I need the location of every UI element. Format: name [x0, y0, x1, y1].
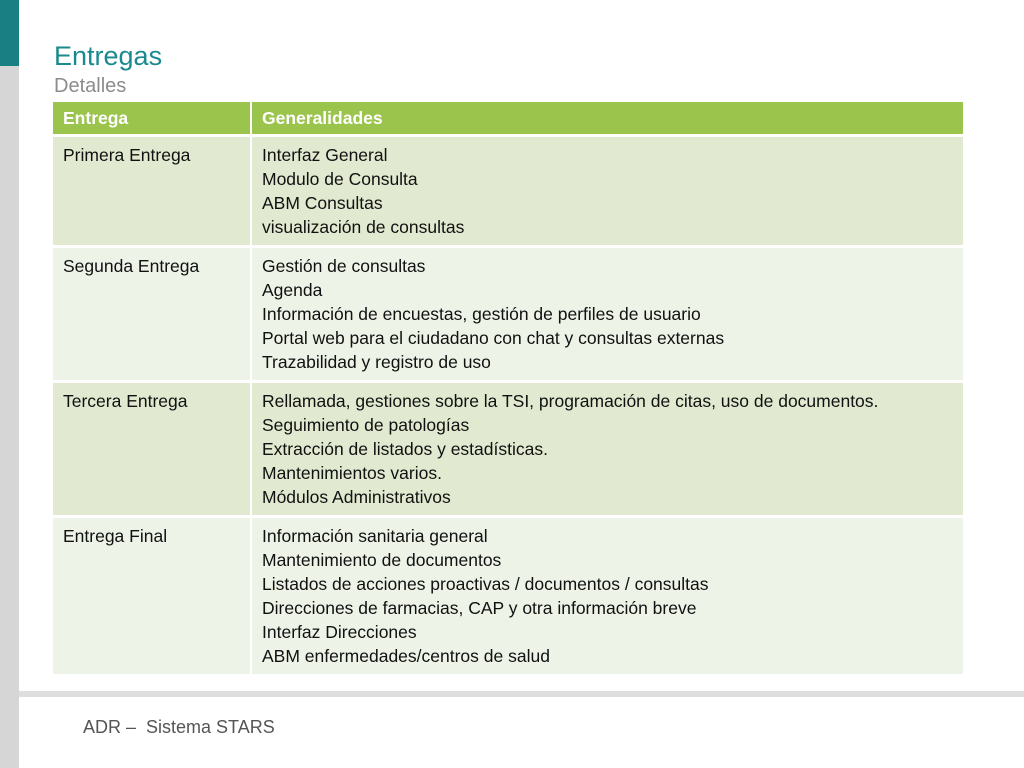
table-row [53, 382, 963, 517]
list-item: Listados de acciones proactivas / documentos / consultas [262, 574, 709, 594]
footer-divider [19, 691, 1024, 697]
list-item: Agenda [262, 280, 323, 300]
left-accent-block [0, 0, 19, 66]
list-item: Módulos Administrativos [262, 487, 451, 507]
list-item: Gestión de consultas [262, 256, 426, 276]
table-header-row [53, 102, 963, 136]
entrega-cell: Primera Entrega [53, 136, 251, 247]
list-item: ABM Consultas [262, 193, 383, 213]
list-item: Información de encuestas, gestión de perfiles de usuario [262, 304, 701, 324]
column-header-generalidades: Generalidades [251, 102, 963, 136]
entrega-cell: Segunda Entrega [53, 247, 251, 382]
list-item: Interfaz Direcciones [262, 622, 417, 642]
slide-title: Entregas [54, 41, 163, 71]
list-item: Extracción de listados y estadísticas. [262, 439, 548, 459]
list-item: Mantenimiento de documentos [262, 550, 502, 570]
entrega-cell: Tercera Entrega [53, 382, 251, 517]
column-header-entrega: Entrega [53, 102, 251, 136]
list-item: Modulo de Consulta [262, 169, 418, 189]
list-item: Información sanitaria general [262, 526, 488, 546]
list-item: Seguimiento de patologías [262, 415, 470, 435]
generalidades-cell [251, 382, 963, 517]
list-item: Trazabilidad y registro de uso [262, 352, 491, 372]
list-item: Mantenimientos varios. [262, 463, 442, 483]
footer-text: ADR – Sistema STARS [83, 717, 275, 737]
table-row [53, 136, 963, 247]
table-row [53, 517, 963, 675]
list-item: visualización de consultas [262, 217, 465, 237]
list-item: Interfaz General [262, 145, 388, 165]
entrega-cell: Entrega Final [53, 517, 251, 675]
generalidades-cell [251, 247, 963, 382]
generalidades-cell [251, 517, 963, 675]
deliveries-table [53, 102, 963, 674]
list-item: ABM enfermedades/centros de salud [262, 646, 550, 666]
list-item: Rellamada, gestiones sobre la TSI, programación de citas, uso de documentos. [262, 391, 879, 411]
table-row [53, 247, 963, 382]
left-side-bar [0, 0, 19, 768]
generalidades-cell [251, 136, 963, 247]
slide-subtitle: Detalles [54, 75, 127, 97]
list-item: Direcciones de farmacias, CAP y otra información breve [262, 598, 697, 618]
list-item: Portal web para el ciudadano con chat y consultas externas [262, 328, 725, 348]
